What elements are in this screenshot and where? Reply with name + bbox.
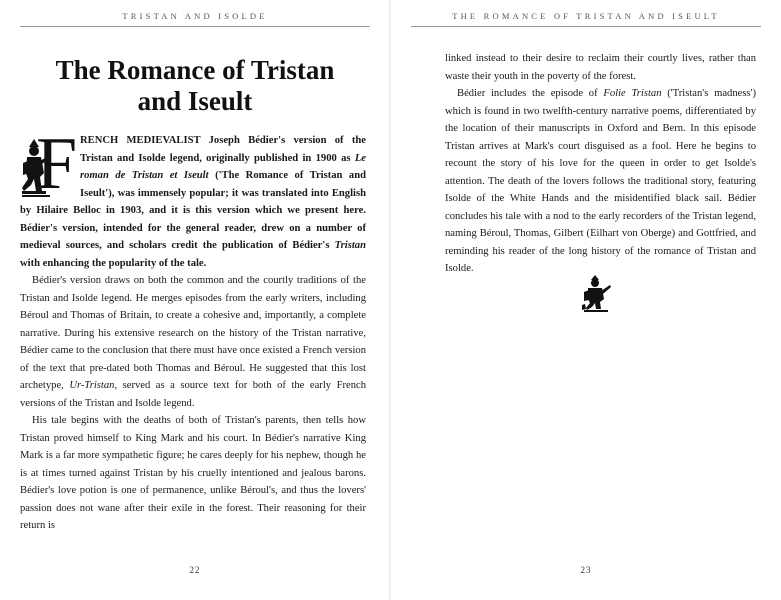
header-rule-right bbox=[411, 26, 761, 27]
title-line-2: and Iseult bbox=[137, 86, 253, 116]
paragraph-3: His tale begins with the deaths of both of Tristan's parents, then tells how Tristan proved himself to King Mark and his court. In Bédier's narrative King Mark is a far more sympathetic figure; he cares deeply for his nephew, though he is at times turned against Tristan by his cruelly intentioned and jealous barons. Bédier's love potion is one of permanence, unlike Béroul's, and thus the lovers' passion does not wane after their exile in the forest. Their reasoning for their return is bbox=[20, 415, 366, 531]
running-head-left: TRISTAN AND ISOLDE bbox=[122, 11, 268, 21]
title-line-1: The Romance of Tristan bbox=[55, 55, 335, 85]
header-rule-left bbox=[20, 26, 370, 27]
left-body-text bbox=[20, 123, 366, 535]
right-body-text bbox=[445, 50, 756, 278]
page-number-right: 23 bbox=[580, 565, 592, 575]
paragraph-folie: Bédier includes the episode of Folie Tristan ('Tristan's madness') which is found in two twelfth-century narrative poems, differentiated by the location of their manuscripts in Oxford and Bern. In this episode Tristan arrives at Mark's court disguised as a fool. Here he begins to recount the story of his love for the queen in order to get Isolde's attention. The death of the lovers follows the traditional story, featuring Isolde of the White Hands and the misidentified black sail. Bédier concludes his tale with a nod to the early recorders of the Tristan legend, naming Béroul, Thomas, Gilbert (Eilhart von Oberge) and Gottfried, and reminding his reader of the long history of the romance of Tristan and Isolde. bbox=[445, 88, 756, 274]
drop-cap bbox=[20, 123, 78, 205]
left-page bbox=[0, 0, 390, 600]
chapter-title bbox=[20, 55, 370, 117]
right-page bbox=[391, 0, 781, 600]
knight-ornament-icon bbox=[576, 275, 616, 315]
drop-cap-letter: F bbox=[36, 123, 78, 205]
lead-paragraph: RENCH MEDIEVALIST Joseph Bédier's version of the Tristan and Isolde legend, originally published in 1900 as Le roman de Tristan et Iseult ('The Romance of Tristan and Iseult'), was immensely popular; it was translated into English by Hilaire Belloc in 1903, and it is this version which we present here. Bédier's version, intended for the general reader, drew on a number of medieval sources, and scholars credit the publication of Bédier's Tristan with enhancing the popularity of the tale. bbox=[20, 135, 366, 269]
running-head-right: THE ROMANCE OF TRISTAN AND ISEULT bbox=[452, 11, 720, 21]
paragraph-continued: linked instead to their desire to reclaim their courtly lives, rather than waste their youth in the poverty of the forest. bbox=[445, 53, 756, 82]
paragraph-2: Bédier's version draws on both the common and the courtly traditions of the Tristan and Isolde legend. He merges episodes from the early writers, including Béroul and Thomas of Britain, to create a cohesive and, importantly, a complete narrative. During his extensive research on the history of the Tristan narrative, Bédier came to the conclusion that there must have once existed a French version of the text that pre-dated both Thomas and Béroul. He suggested that this lost archetype, Ur-Tristan, served as a source text for both of the early French versions of the Tristan and Isolde legend. bbox=[20, 275, 366, 409]
page-number-left: 22 bbox=[189, 565, 201, 575]
